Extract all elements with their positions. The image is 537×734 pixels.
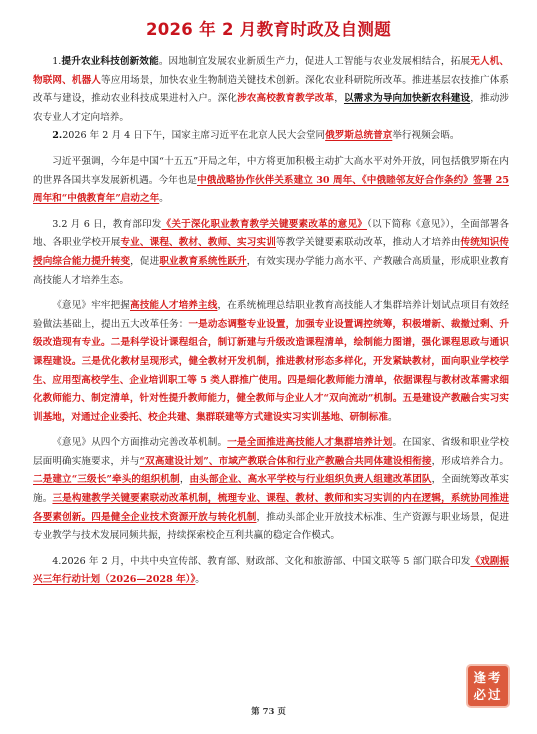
paragraph-3 <box>33 153 509 209</box>
p5-highlight-mainline: 高技能人才培养主线 <box>129 300 218 312</box>
paragraph-7 <box>33 553 509 590</box>
p1-text-1: 。因地制宜发展农业新质生产力，促进人工智能与农业发展相结合，拓展 <box>158 56 471 67</box>
p6-text-1: 《意见》从四个方面推动完善改革机制。 <box>52 437 228 449</box>
p6-highlight-mechanism: 二是建立“三级长”牵头的组织机制 <box>33 474 180 486</box>
article-body <box>33 53 509 590</box>
stamp-line-2: 必过 <box>473 687 503 702</box>
p1-underline-newagri: 以需求为导向加快新农科建设 <box>343 93 471 105</box>
p5-highlight-tasks: 一是动态调整专业设置，加强专业设置调控统筹，积极增新、裁撤过剩、升级改造现有专业。二是科学设计课程组合，制订新建与升级改造课程清单，绘制能力图谱，强化课程思政与通识课程建设。三是优化教材呈现形式，健全教材开发机制，推进教材形态多样化，开发紧缺教材，面向职业学校学生、应用型高校学生、企业培训职工等 5 类人群推广使用。四是细化教师能力清单，依据课程与教材改革需求细化教师能力、制定清单，针对性提升教师能力，健全教师与企业人才“双向流动”机制。五是建设产教融合实习实训基地，对通过企业委托、校企共建、集群联建等方式建设实习实训基地、研制标准 <box>33 318 509 423</box>
page-title: 2026 年 2 月教育时政及自测题 <box>145 20 392 39</box>
p7-text-1: 4.2026 年 2 月，中共中央宣传部、教育部、财政部、文化和旅游部、中国文联等 5 部门联合印发 <box>52 555 471 567</box>
p4-text-5: ，有效实现办学能力高水平、产教融合高质量，形成职业教育高技能人才培养生态。 <box>33 255 510 286</box>
paragraph-4 <box>33 216 509 290</box>
p1-text-3: ， <box>334 93 344 105</box>
p1-text-4: ，推动涉农专业人才定向培养。 <box>33 93 510 123</box>
p4-highlight-transition: 传统知识传授向综合能力提升转变 <box>33 237 510 267</box>
p1-number: 1. <box>52 56 62 67</box>
p4-highlight-opinion: 《关于深化职业教育教学关键要素改革的意见》 <box>161 218 368 230</box>
p6-highlight-team: 由头部企业、高水平学校与行业组织负责人组建改革团队 <box>189 474 432 486</box>
p1-heading: 提升农业科技创新效能 <box>61 56 159 67</box>
page-number: 第 73 页 <box>251 707 286 717</box>
paragraph-6 <box>33 434 509 546</box>
p6-highlight-plan: 一是全面推进高技能人才集群培养计划 <box>227 437 393 449</box>
p4-text-3: 等教学关键要素联动改革，推动人才培养由 <box>275 237 461 249</box>
p4-text-2: （以下简称《意见》），全面部署各地、各职业学校开展 <box>33 218 509 249</box>
p4-text-4: ，促进 <box>130 255 160 267</box>
p2-number: 2. <box>52 130 63 142</box>
watermark-stamp <box>466 664 510 708</box>
p3-text-1: 习近平强调，今年是中国“十五五”开局之年，中方将更加积极主动扩大高水平对外开放，同包括俄罗斯在内的世界各国共享发展新机遇。今年也是 <box>33 155 509 186</box>
p6-highlight-linkage: “双高建设计划”、市域产教联合体和行业产教融合共同体建设相衔接 <box>139 455 432 467</box>
paragraph-5 <box>33 297 509 427</box>
p4-highlight-elements: 专业、课程、教材、教师、实习实训 <box>120 237 276 249</box>
p4-highlight-leap: 职业教育系统性跃升 <box>159 255 247 267</box>
p3-highlight-anniversary: 中俄战略协作伙伴关系建立 30 周年、《中俄睦邻友好合作条约》签署 25 周年和“中俄教育年”启动之年 <box>33 174 510 205</box>
stamp-line-1: 逢考 <box>473 670 503 685</box>
p6-text-4: ， <box>179 474 190 486</box>
p1-highlight-reform: 涉农高校教育教学改革 <box>237 93 335 105</box>
p6-text-2: 。在国家、省级和职业学校层面明确实施要求，并与 <box>33 437 510 467</box>
p6-text-6: ，推动头部企业开放技术标准、生产资源与职业场景，促进专业教学与技术发展同频共振，持续探索校企互利共赢的稳定合作模式。 <box>33 511 510 542</box>
p6-text-3: ，形成培养合力。 <box>431 455 509 467</box>
p2-text-1: 2026 年 2 月 4 日下午，国家主席习近平在北京人民大会堂同 <box>62 130 326 142</box>
p2-text-2: 举行视频会晤。 <box>392 130 460 142</box>
p5-text-1: 《意见》牢牢把握 <box>52 300 130 312</box>
p7-highlight-drama-plan: 《戏剧振兴三年行动计划（2026—2028 年）》 <box>33 555 510 586</box>
paragraph-1 <box>33 53 509 127</box>
p4-text-1: 3.2 月 6 日，教育部印发 <box>52 218 162 230</box>
p5-text-2: ，在系统梳理总结职业教育高技能人才集群培养计划试点项目有效经验做法基础上，提出五大改革任务： <box>33 300 510 330</box>
p1-highlight-tech: 无人机、物联网、机器人 <box>33 56 510 86</box>
p1-text-2: 等应用场景，加快农业生物制造关键技术创新。深化农业科研院所改革。推进基层农技推广体系改革与建设，推动农业科技成果进村入户。深化 <box>33 74 510 105</box>
paragraph-2 <box>33 127 509 146</box>
p7-text-2: 。 <box>195 574 205 586</box>
p5-text-3: 。 <box>387 411 398 423</box>
p6-highlight-reform-mechanism: 三是构建教学关键要素联动改革机制，梳理专业、课程、教材、教师和实习实训的内在逻辑，系统协同推进各要素创新。四是健全企业技术资源开放与转化机制 <box>33 493 510 523</box>
p6-text-5: ，全面统筹改革实施。 <box>33 474 510 505</box>
p2-highlight-putin: 俄罗斯总统普京 <box>325 130 393 142</box>
p3-text-2: 。 <box>159 193 169 205</box>
